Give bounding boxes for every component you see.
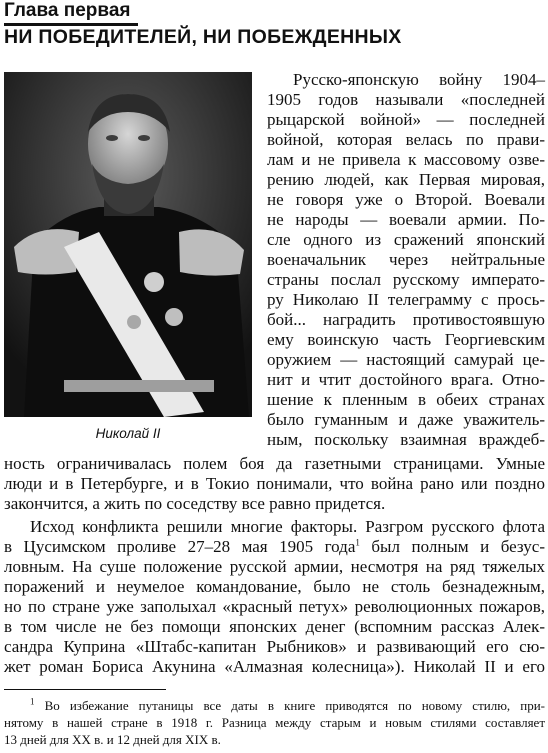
footnote-line: 13 дней для XX в. и 12 дней для XIX в. bbox=[4, 732, 221, 747]
text-line: лам и не привела к массовому озве- bbox=[267, 150, 545, 169]
portrait-photo bbox=[4, 72, 252, 417]
text-line: ловным. На суше положение русской армии, несмотря на ряд тяжелых bbox=[4, 557, 545, 576]
footnote-line: нятому в нашей стране в 1918 г. Разница между старым и новым стилями составляет bbox=[4, 715, 545, 730]
text-line: сандра Куприна «Штабс-капитан Рыбников» и развивающий его сю- bbox=[4, 637, 545, 656]
footnote-line bbox=[4, 697, 545, 714]
chapter-label: Глава первая bbox=[4, 0, 131, 21]
text-line: закончится, а жить по соседству все равно придется. bbox=[4, 494, 386, 513]
text-line: Исход конфликта решили многие факторы. Разгром русского флота bbox=[30, 517, 545, 536]
text-line: войной, которая велась по прави- bbox=[267, 130, 545, 149]
footnote-reference: 1 bbox=[355, 537, 360, 548]
text-line: сле одного из сражений японский bbox=[267, 230, 545, 249]
text-line: жет роман Бориса Акунина «Алмазная колесница»). Николай II и его bbox=[4, 657, 545, 676]
text-line: Русско-японскую войну 1904– bbox=[293, 70, 545, 89]
text-line: поражений и неумелое командование, было не столь безнадежным, bbox=[4, 577, 545, 596]
text-line: бой... наградить противостоявшую bbox=[267, 310, 545, 329]
text-line: оружием — настоящий самурай це- bbox=[267, 350, 545, 369]
text-fragment: в Цусимском проливе 27–28 мая 1905 года bbox=[4, 537, 356, 556]
text-fragment: был полным и безус- bbox=[359, 537, 545, 556]
text-line: было гуманным и даже уважитель- bbox=[267, 410, 545, 429]
footnote-mark: 1 bbox=[30, 696, 35, 707]
text-line: ру Николаю II телеграмму с прось- bbox=[267, 290, 545, 309]
text-line: шение к пленным в обеих странах bbox=[267, 390, 545, 409]
text-line: рению людей, как Первая мировая, bbox=[267, 170, 545, 189]
text-fragment: Во избежание путаницы все даты в книге приводятся по новому стилю, при- bbox=[34, 698, 545, 713]
text-line: но по стране уже заполыхал «красный петух» революционных пожаров, bbox=[4, 597, 545, 616]
text-line: ным, поскольку взаимная враждеб- bbox=[267, 430, 545, 449]
footnote-rule bbox=[4, 689, 166, 690]
text-line: в том числе не без помощи японских денег (вспомним рассказ Алек- bbox=[4, 617, 545, 636]
text-line: 1905 годов называли «последней bbox=[267, 90, 545, 109]
text-line: ему воинскую часть Георгиевским bbox=[267, 330, 545, 349]
text-line: не говоря уже о Второй. Воевали bbox=[267, 190, 545, 209]
text-line: не народы — воевали армии. По- bbox=[267, 210, 545, 229]
text-line: рыцарской войной» — последней bbox=[267, 110, 545, 129]
text-line: люди и в Петербурге, и в Токио понимали, что война рано или поздно bbox=[4, 474, 545, 493]
text-line bbox=[4, 537, 545, 557]
text-line: ность ограничивалась полем боя да газетными страницами. Умные bbox=[4, 454, 545, 473]
text-line: нит и чтит достойного врага. Отно- bbox=[267, 370, 545, 389]
figure-caption: Николай II bbox=[95, 426, 161, 441]
chapter-title: НИ ПОБЕДИТЕЛЕЙ, НИ ПОБЕЖДЕННЫХ bbox=[4, 26, 402, 48]
text-line: военачальник через нейтральные bbox=[267, 250, 545, 269]
text-line: страны послал русскому императо- bbox=[267, 270, 545, 289]
